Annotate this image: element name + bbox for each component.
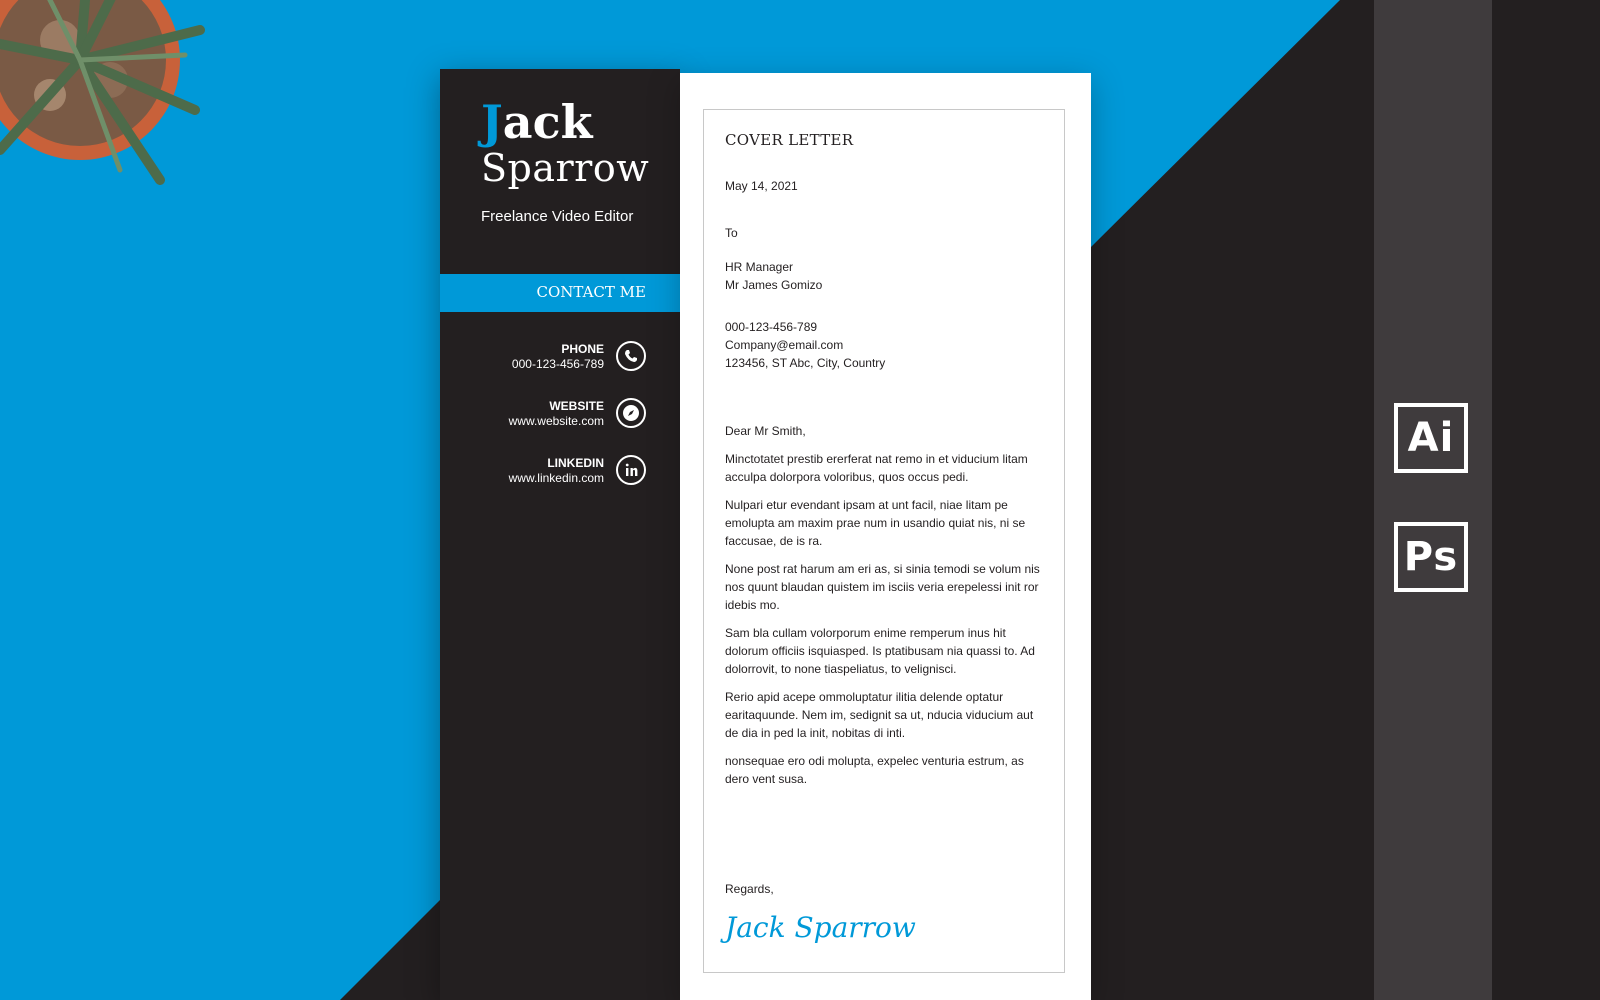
- contact-heading: CONTACT ME: [536, 283, 646, 301]
- letter-to: To: [725, 226, 738, 240]
- linkedin-icon: [616, 455, 646, 485]
- company-address: 123456, ST Abc, City, Country: [725, 356, 886, 370]
- letter-paragraph: Sam bla cullam volorporum enime remperum inus hit dolorum officiis isquiasped. Is ptatibusam nia quassi to. Ad dolorrovit, to none tiaspeliatus, to velignisci.: [725, 626, 1035, 676]
- contact-item-website: [426, 398, 646, 432]
- letter-paragraph: None post rat harum am eri as, si sinia temodi se volum nis nos quunt blaudan quistem im isciis veria erepelessi init ror idebis mo.: [725, 562, 1040, 612]
- resume-sidebar: [440, 69, 680, 1000]
- contact-label: WEBSITE: [549, 399, 604, 413]
- letter-paragraph: Rerio apid acepe ommoluptatur ilitia delende optatur earitaquunde. Nem im, sedignit sa ut, nducia viducium aut de dia in ped la init, nobitas di inti.: [725, 690, 1034, 740]
- recipient-title: HR Manager: [725, 260, 794, 274]
- recipient-name: Mr James Gomizo: [725, 278, 823, 292]
- name-rest: ack: [502, 95, 593, 149]
- contact-heading-bar: [440, 274, 680, 312]
- contact-label: PHONE: [561, 342, 604, 356]
- job-title: Freelance Video Editor: [481, 208, 634, 225]
- letter-paragraph: nonsequae ero odi molupta, expelec venturia estrum, as dero vent susa.: [725, 754, 1024, 786]
- contact-value: 000-123-456-789: [511, 357, 604, 371]
- contact-value: www.linkedin.com: [508, 471, 604, 485]
- phone-icon: [616, 341, 646, 371]
- signature: Jack Sparrow: [725, 911, 916, 944]
- letter-paragraph: Minctotatet prestib ererferat nat remo in et viducium litam acculpa dolorpora voloribus, quos occus pedi.: [725, 452, 1028, 484]
- contact-label: LINKEDIN: [547, 456, 604, 470]
- company-phone: 000-123-456-789: [725, 320, 818, 334]
- first-name: [481, 95, 593, 149]
- name-initial: J: [481, 95, 503, 149]
- letter-date: May 14, 2021: [725, 179, 798, 193]
- contact-item-phone: [426, 341, 646, 375]
- closing: Regards,: [725, 882, 774, 896]
- letter-heading: COVER LETTER: [725, 131, 854, 149]
- compass-icon: [616, 398, 646, 428]
- contact-value: www.website.com: [508, 414, 604, 428]
- plant-image: [0, 0, 260, 220]
- contact-item-linkedin: [426, 455, 646, 489]
- side-strip: [1374, 0, 1492, 1000]
- letter-paragraph: Nulpari etur evendant ipsam at unt facil, niae litam pe emolupta am maxim prae num in usandio quiat nis, ni se faccusae, de is ra.: [725, 498, 1026, 548]
- salutation: Dear Mr Smith,: [725, 424, 806, 438]
- cover-letter-page: [680, 73, 1091, 1000]
- last-name: Sparrow: [481, 146, 650, 190]
- company-email: Company@email.com: [725, 338, 844, 352]
- illustrator-icon: Ai: [1394, 403, 1468, 473]
- photoshop-icon: Ps: [1394, 522, 1468, 592]
